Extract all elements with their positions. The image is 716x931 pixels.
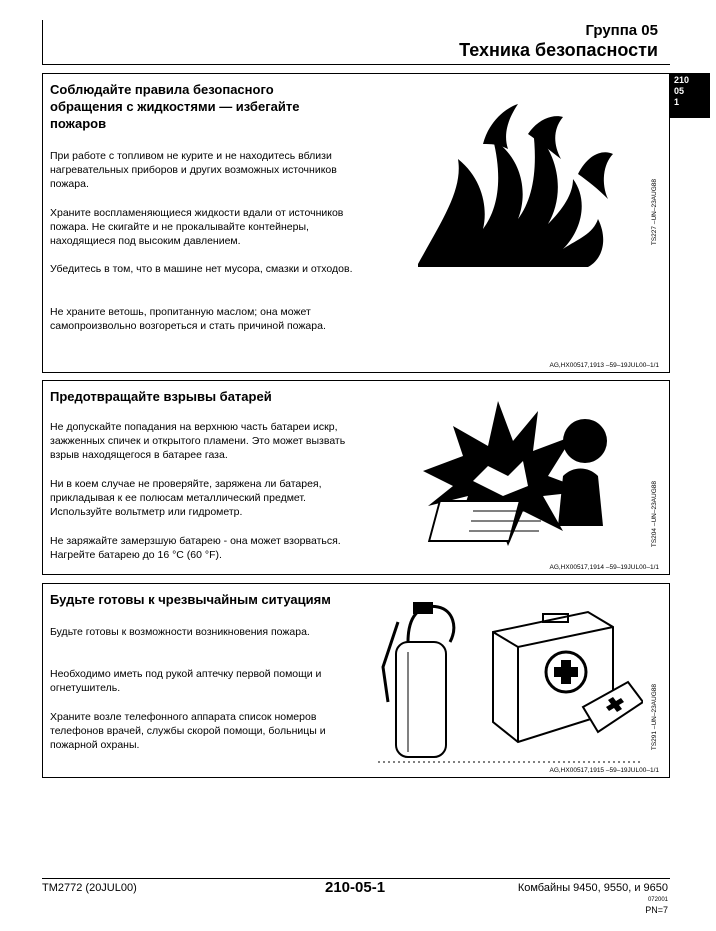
paragraph: Убедитесь в том, что в машине нет мусора, смазки и отходов.	[50, 263, 353, 275]
section-tab	[670, 73, 710, 118]
reference-code: AG,HX00517,1915 –59–19JUL00–1/1	[549, 767, 659, 774]
page-title: Техника безопасности	[459, 40, 658, 60]
header-rule	[42, 64, 670, 65]
group-label: Группа 05	[585, 22, 658, 39]
reference-code: AG,HX00517,1914 –59–19JUL00–1/1	[549, 564, 659, 571]
section-fire-safety	[42, 73, 670, 373]
date-code: 072001	[647, 897, 668, 903]
paragraph: Будьте готовы к возможности возникновения пожара.	[50, 626, 310, 638]
section-title: Предотвращайте взрывы батарей	[50, 389, 272, 404]
section-emergency-preparedness	[42, 583, 670, 778]
document-number: TM2772 (20JUL00)	[42, 882, 137, 894]
product-name: Комбайны 9450, 9550, и 9650	[517, 882, 668, 894]
paragraph: Необходимо иметь под рукой аптечку первой помощи и огнетушитель.	[50, 668, 322, 694]
section-title: Соблюдайте правила безопасного обращения с жидкостями — избегайте пожаров	[50, 82, 300, 131]
paragraph: Храните возле телефонного аппарата список номеров телефонов врачей, службы скорой помощи, больницы и пожарной охраны.	[50, 711, 326, 751]
tab-line-1: 210	[674, 75, 690, 85]
image-code: TS204 –UN–23AUG88	[651, 481, 658, 548]
section-battery-explosion	[42, 380, 670, 575]
paragraph: Не допускайте попадания на верхнюю часть батареи искр, зажженных спичек и открытого пламени. Это может вызвать взрыв находящегося в батарее газа.	[50, 421, 346, 461]
header-rule-vertical	[42, 20, 43, 64]
paragraph: Храните воспламеняющиеся жидкости вдали от источников пожара. Не скигайте и не прокалывайте контейнеры, находящиеся под высоким давлением.	[50, 207, 344, 247]
paragraph: При работе с топливом не курите и не находитесь вблизи нагревательных приборов и других возможных источников пожара.	[50, 150, 337, 190]
battery-explosion-icon	[413, 396, 633, 566]
reference-code: AG,HX00517,1913 –59–19JUL00–1/1	[549, 362, 659, 369]
tab-line-2: 05	[674, 86, 685, 96]
section-title: Будьте готовы к чрезвычайным ситуациям	[50, 592, 331, 607]
image-code: TS291 –UN–23AUG88	[651, 684, 658, 751]
pn-label: PN=7	[645, 905, 668, 915]
image-code: TS227 –UN–23AUG88	[651, 179, 658, 246]
fire-icon	[413, 99, 643, 269]
tab-line-3: 1	[674, 97, 680, 107]
paragraph: Ни в коем случае не проверяйте, заряжена ли батарея, прикладывая к ее полюсам металлический предмет. Используйте вольтметр или гидрометр.	[50, 478, 322, 518]
paragraph: Не храните ветошь, пропитанную маслом; она может самопроизвольно возгореться и стать причиной пожара.	[50, 306, 326, 332]
paragraph: Не заряжайте замерзшую батарею - она может взорваться. Нагрейте батарею до 16 °C (60 °F).	[50, 535, 341, 561]
page-number: 210-05-1	[325, 879, 386, 896]
fire-extinguisher-first-aid-icon	[378, 592, 643, 767]
